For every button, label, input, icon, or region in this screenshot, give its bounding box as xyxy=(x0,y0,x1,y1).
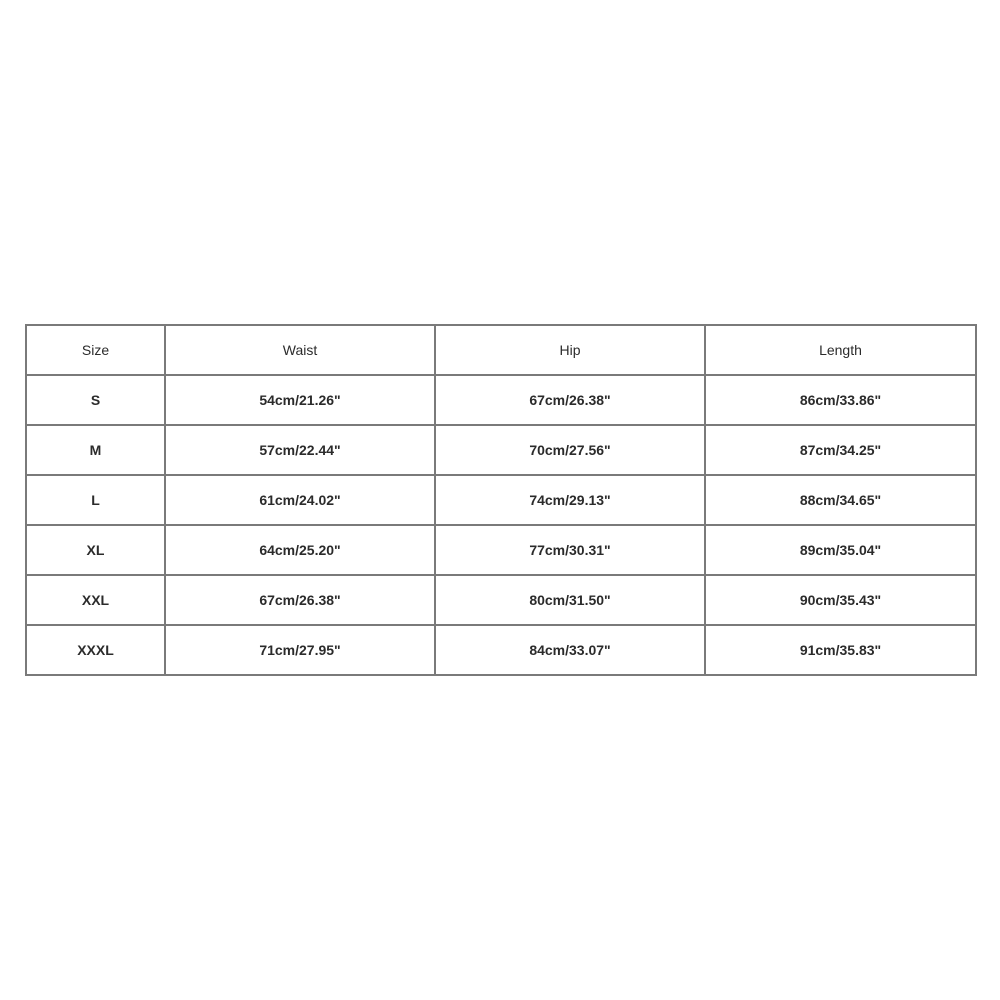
table-header-row xyxy=(26,325,976,375)
header-waist: Waist xyxy=(165,325,435,375)
size-cell: XL xyxy=(26,525,165,575)
header-size: Size xyxy=(26,325,165,375)
waist-cell: 64cm/25.20" xyxy=(165,525,435,575)
header-hip: Hip xyxy=(435,325,705,375)
hip-cell: 67cm/26.38" xyxy=(435,375,705,425)
table-row xyxy=(26,525,976,575)
length-cell: 88cm/34.65" xyxy=(705,475,976,525)
size-cell: XXL xyxy=(26,575,165,625)
length-cell: 86cm/33.86" xyxy=(705,375,976,425)
size-cell: M xyxy=(26,425,165,475)
table-row xyxy=(26,425,976,475)
table-row xyxy=(26,475,976,525)
hip-cell: 77cm/30.31" xyxy=(435,525,705,575)
length-cell: 89cm/35.04" xyxy=(705,525,976,575)
hip-cell: 84cm/33.07" xyxy=(435,625,705,675)
hip-cell: 70cm/27.56" xyxy=(435,425,705,475)
length-cell: 87cm/34.25" xyxy=(705,425,976,475)
length-cell: 90cm/35.43" xyxy=(705,575,976,625)
waist-cell: 61cm/24.02" xyxy=(165,475,435,525)
waist-cell: 67cm/26.38" xyxy=(165,575,435,625)
header-length: Length xyxy=(705,325,976,375)
size-cell: XXXL xyxy=(26,625,165,675)
hip-cell: 80cm/31.50" xyxy=(435,575,705,625)
table-row xyxy=(26,625,976,675)
waist-cell: 71cm/27.95" xyxy=(165,625,435,675)
size-cell: L xyxy=(26,475,165,525)
size-chart-table xyxy=(25,324,977,676)
waist-cell: 54cm/21.26" xyxy=(165,375,435,425)
waist-cell: 57cm/22.44" xyxy=(165,425,435,475)
hip-cell: 74cm/29.13" xyxy=(435,475,705,525)
size-cell: S xyxy=(26,375,165,425)
length-cell: 91cm/35.83" xyxy=(705,625,976,675)
table-row xyxy=(26,575,976,625)
table-row xyxy=(26,375,976,425)
